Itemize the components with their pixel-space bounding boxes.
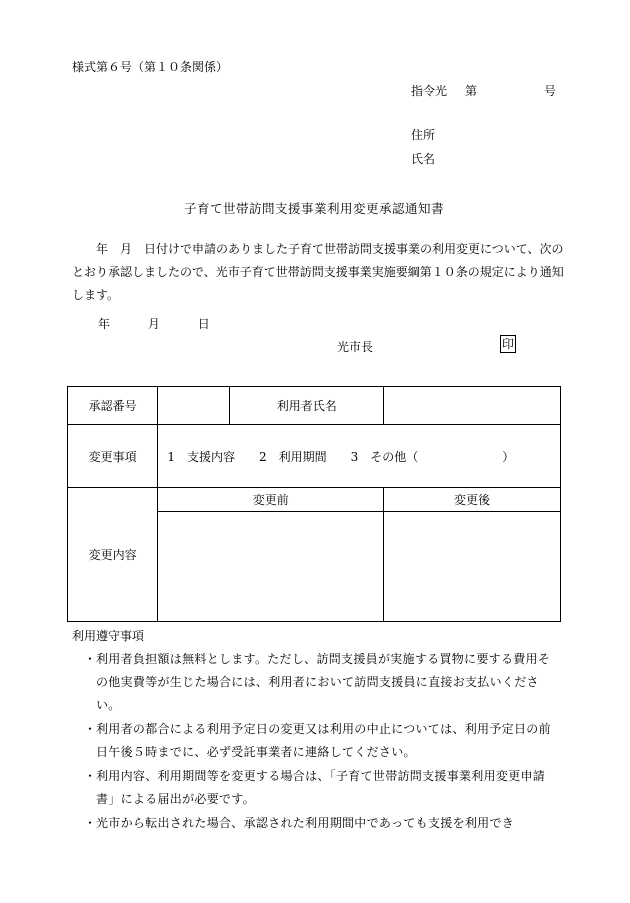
list-item [84, 718, 562, 764]
approval-number-label: 承認番号 [68, 387, 158, 425]
issuer: 光市長 [337, 340, 374, 354]
change-content-label: 変更内容 [68, 488, 158, 622]
date-year: 年 [98, 317, 111, 331]
bullet-mark: ・ [84, 769, 97, 783]
reference-go: 号 [544, 84, 557, 98]
user-name-value [384, 387, 561, 425]
bullet-mark: ・ [84, 652, 97, 666]
rules-title: 利用遵守事項 [72, 629, 145, 643]
form-number: 様式第６号（第１０条関係） [72, 60, 229, 74]
change-items-label: 変更事項 [68, 425, 158, 488]
seal-mark: 印 [502, 337, 515, 351]
table-row [68, 488, 561, 512]
bullet-mark: ・ [84, 816, 97, 830]
rule-text: 利用内容、利用期間等を変更する場合は、「子育て世帯訪問支援事業利用変更申請書」による届出が必要です。 [96, 769, 546, 806]
notice-paragraph [72, 238, 564, 307]
rule-text: 利用者の都合による利用予定日の変更又は利用の中止については、利用予定日の前日午後５時までに、必ず受託事業者に連絡してください。 [96, 722, 551, 759]
change-items-options: 1 支援内容 2 利用期間 3 その他（ ） [158, 425, 561, 488]
user-name-label: 利用者氏名 [230, 387, 384, 425]
rules-list [84, 648, 562, 836]
date-day: 日 [197, 317, 210, 331]
list-item [84, 812, 562, 835]
reference-label: 指令光 [411, 84, 448, 98]
address-label: 住所 [411, 128, 436, 142]
approval-form-table [67, 386, 561, 622]
before-value [158, 512, 384, 622]
after-value [384, 512, 561, 622]
list-item [84, 648, 562, 717]
date-month: 月 [147, 317, 160, 331]
after-label: 変更後 [384, 488, 561, 512]
rule-text: 利用者負担額は無料とします。ただし、訪問支援員が実施する買物に要する費用その他実費等が生じた場合には、利用者において訪問支援員に直接お支払いください。 [96, 652, 551, 712]
before-label: 変更前 [158, 488, 384, 512]
table-row [68, 387, 561, 425]
paragraph-text: 年 月 日付けで申請のありました子育て世帯訪問支援事業の利用変更について、次のとおり承認しましたので、光市子育て世帯訪問支援事業実施要綱第１０条の規定により通知します。 [72, 242, 564, 302]
rule-text: 光市から転出された場合、承認された利用期間中であっても支援を利用でき [96, 816, 515, 830]
bullet-mark: ・ [84, 722, 97, 736]
approval-number-value [158, 387, 230, 425]
issue-date [98, 315, 244, 332]
name-label: 氏名 [411, 152, 436, 166]
list-item [84, 765, 562, 811]
reference-dai: 第 [465, 84, 478, 98]
table-row [68, 425, 561, 488]
document-title: 子育て世帯訪問支援事業利用変更承認通知書 [184, 201, 445, 216]
